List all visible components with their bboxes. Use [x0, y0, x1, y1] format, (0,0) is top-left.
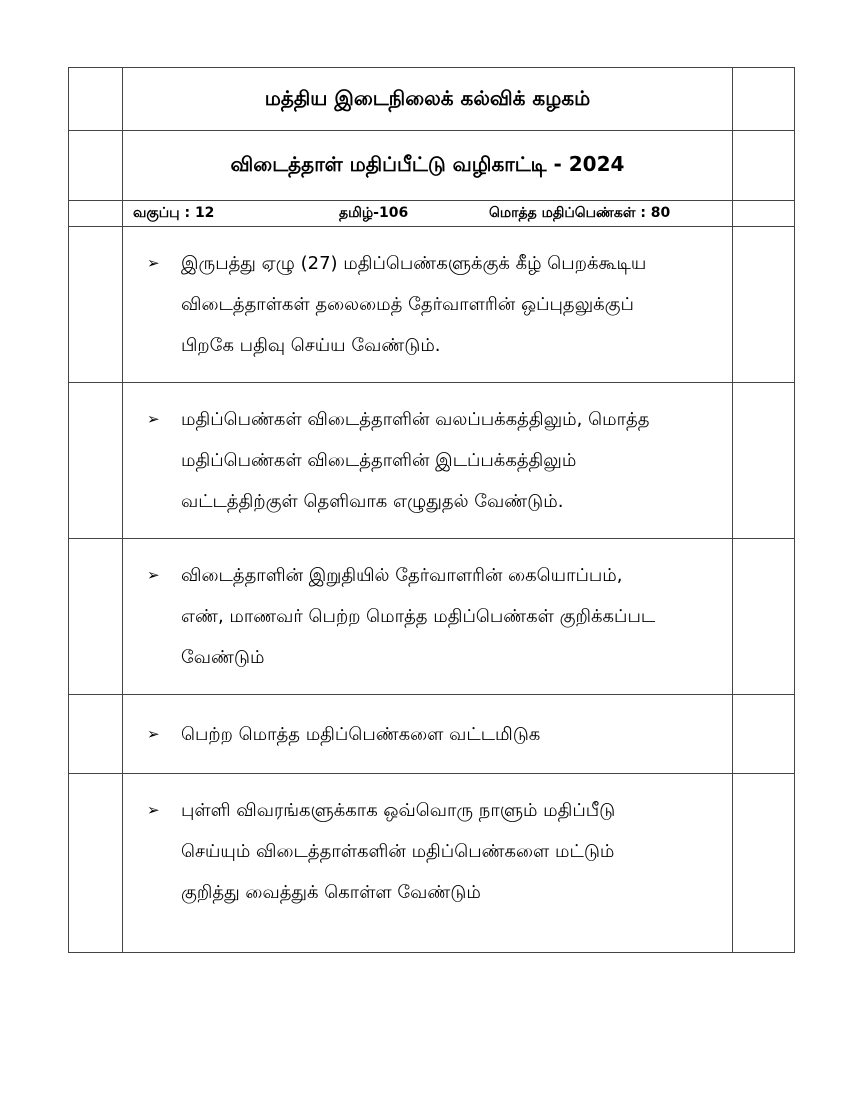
info-cell	[123, 201, 733, 227]
right-cell	[733, 774, 795, 953]
left-cell	[69, 695, 123, 774]
subject-label: தமிழ்-106	[339, 205, 409, 221]
instruction-cell	[123, 383, 733, 539]
right-cell	[733, 201, 795, 227]
page-title: மத்திய இடைநிலைக் கல்விக் கழகம்	[123, 68, 733, 131]
right-cell	[733, 227, 795, 383]
instruction-line: வட்டத்திற்குள் தெளிவாக எழுதுதல் வேண்டும்.	[181, 491, 564, 512]
instruction-line: விடைத்தாளின் இறுதியில் தேர்வாளரின் கையொப்பம்,	[181, 565, 623, 586]
guidelines-table	[68, 67, 795, 953]
instruction-line: வேண்டும்	[181, 647, 265, 668]
instruction-row	[69, 774, 795, 953]
arrow-bullet-icon: ➢	[147, 254, 160, 272]
instruction-cell	[123, 774, 733, 953]
left-cell	[69, 539, 123, 695]
instruction-line: இருபத்து ஏழு (27) மதிப்பெண்களுக்குக் கீழ் பெறக்கூடிய	[181, 253, 647, 274]
left-cell	[69, 201, 123, 227]
instruction-text	[181, 714, 540, 755]
subtitle-row	[69, 131, 795, 201]
instruction-line: எண், மாணவர் பெற்ற மொத்த மதிப்பெண்கள் குறிக்கப்பட	[181, 606, 656, 627]
instruction-text	[181, 399, 649, 522]
instruction-cell	[123, 695, 733, 774]
instruction-row	[69, 383, 795, 539]
instruction-line: விடைத்தாள்கள் தலைமைத் தேர்வாளரின் ஒப்புதலுக்குப்	[181, 294, 634, 315]
instruction-text	[181, 555, 655, 678]
class-label: வகுப்பு : 12	[133, 205, 215, 221]
instruction-line: மதிப்பெண்கள் விடைத்தாளின் வலப்பக்கத்திலும், மொத்த	[181, 409, 650, 430]
instruction-line: செய்யும் விடைத்தாள்களின் மதிப்பெண்களை மட்டும்	[181, 841, 615, 862]
right-cell	[733, 695, 795, 774]
instruction-text	[181, 790, 615, 913]
instruction-line: புள்ளி விவரங்களுக்காக ஒவ்வொரு நாளும் மதிப்பீடு	[181, 800, 616, 821]
right-cell	[733, 539, 795, 695]
instruction-cell	[123, 539, 733, 695]
left-cell	[69, 383, 123, 539]
left-cell	[69, 68, 123, 131]
instruction-row	[69, 227, 795, 383]
info-row	[69, 201, 795, 227]
right-cell	[733, 383, 795, 539]
instruction-cell	[123, 227, 733, 383]
arrow-bullet-icon: ➢	[147, 724, 160, 743]
total-marks-label: மொத்த மதிப்பெண்கள் : 80	[489, 205, 671, 221]
arrow-bullet-icon: ➢	[147, 410, 160, 428]
right-cell	[733, 68, 795, 131]
left-cell	[69, 227, 123, 383]
instruction-row	[69, 539, 795, 695]
left-cell	[69, 131, 123, 201]
left-cell	[69, 774, 123, 953]
instruction-text	[181, 243, 646, 366]
right-cell	[733, 131, 795, 201]
instruction-line: குறித்து வைத்துக் கொள்ள வேண்டும்	[181, 882, 481, 903]
title-row	[69, 68, 795, 131]
arrow-bullet-icon: ➢	[147, 566, 160, 584]
page-subtitle: விடைத்தாள் மதிப்பீட்டு வழிகாட்டி - 2024	[123, 131, 733, 201]
instruction-line: பிறகே பதிவு செய்ய வேண்டும்.	[181, 335, 441, 356]
instruction-line: மதிப்பெண்கள் விடைத்தாளின் இடப்பக்கத்திலும்	[181, 450, 577, 471]
arrow-bullet-icon: ➢	[147, 801, 160, 819]
instruction-line: பெற்ற மொத்த மதிப்பெண்களை வட்டமிடுக	[181, 723, 541, 745]
instruction-row	[69, 695, 795, 774]
